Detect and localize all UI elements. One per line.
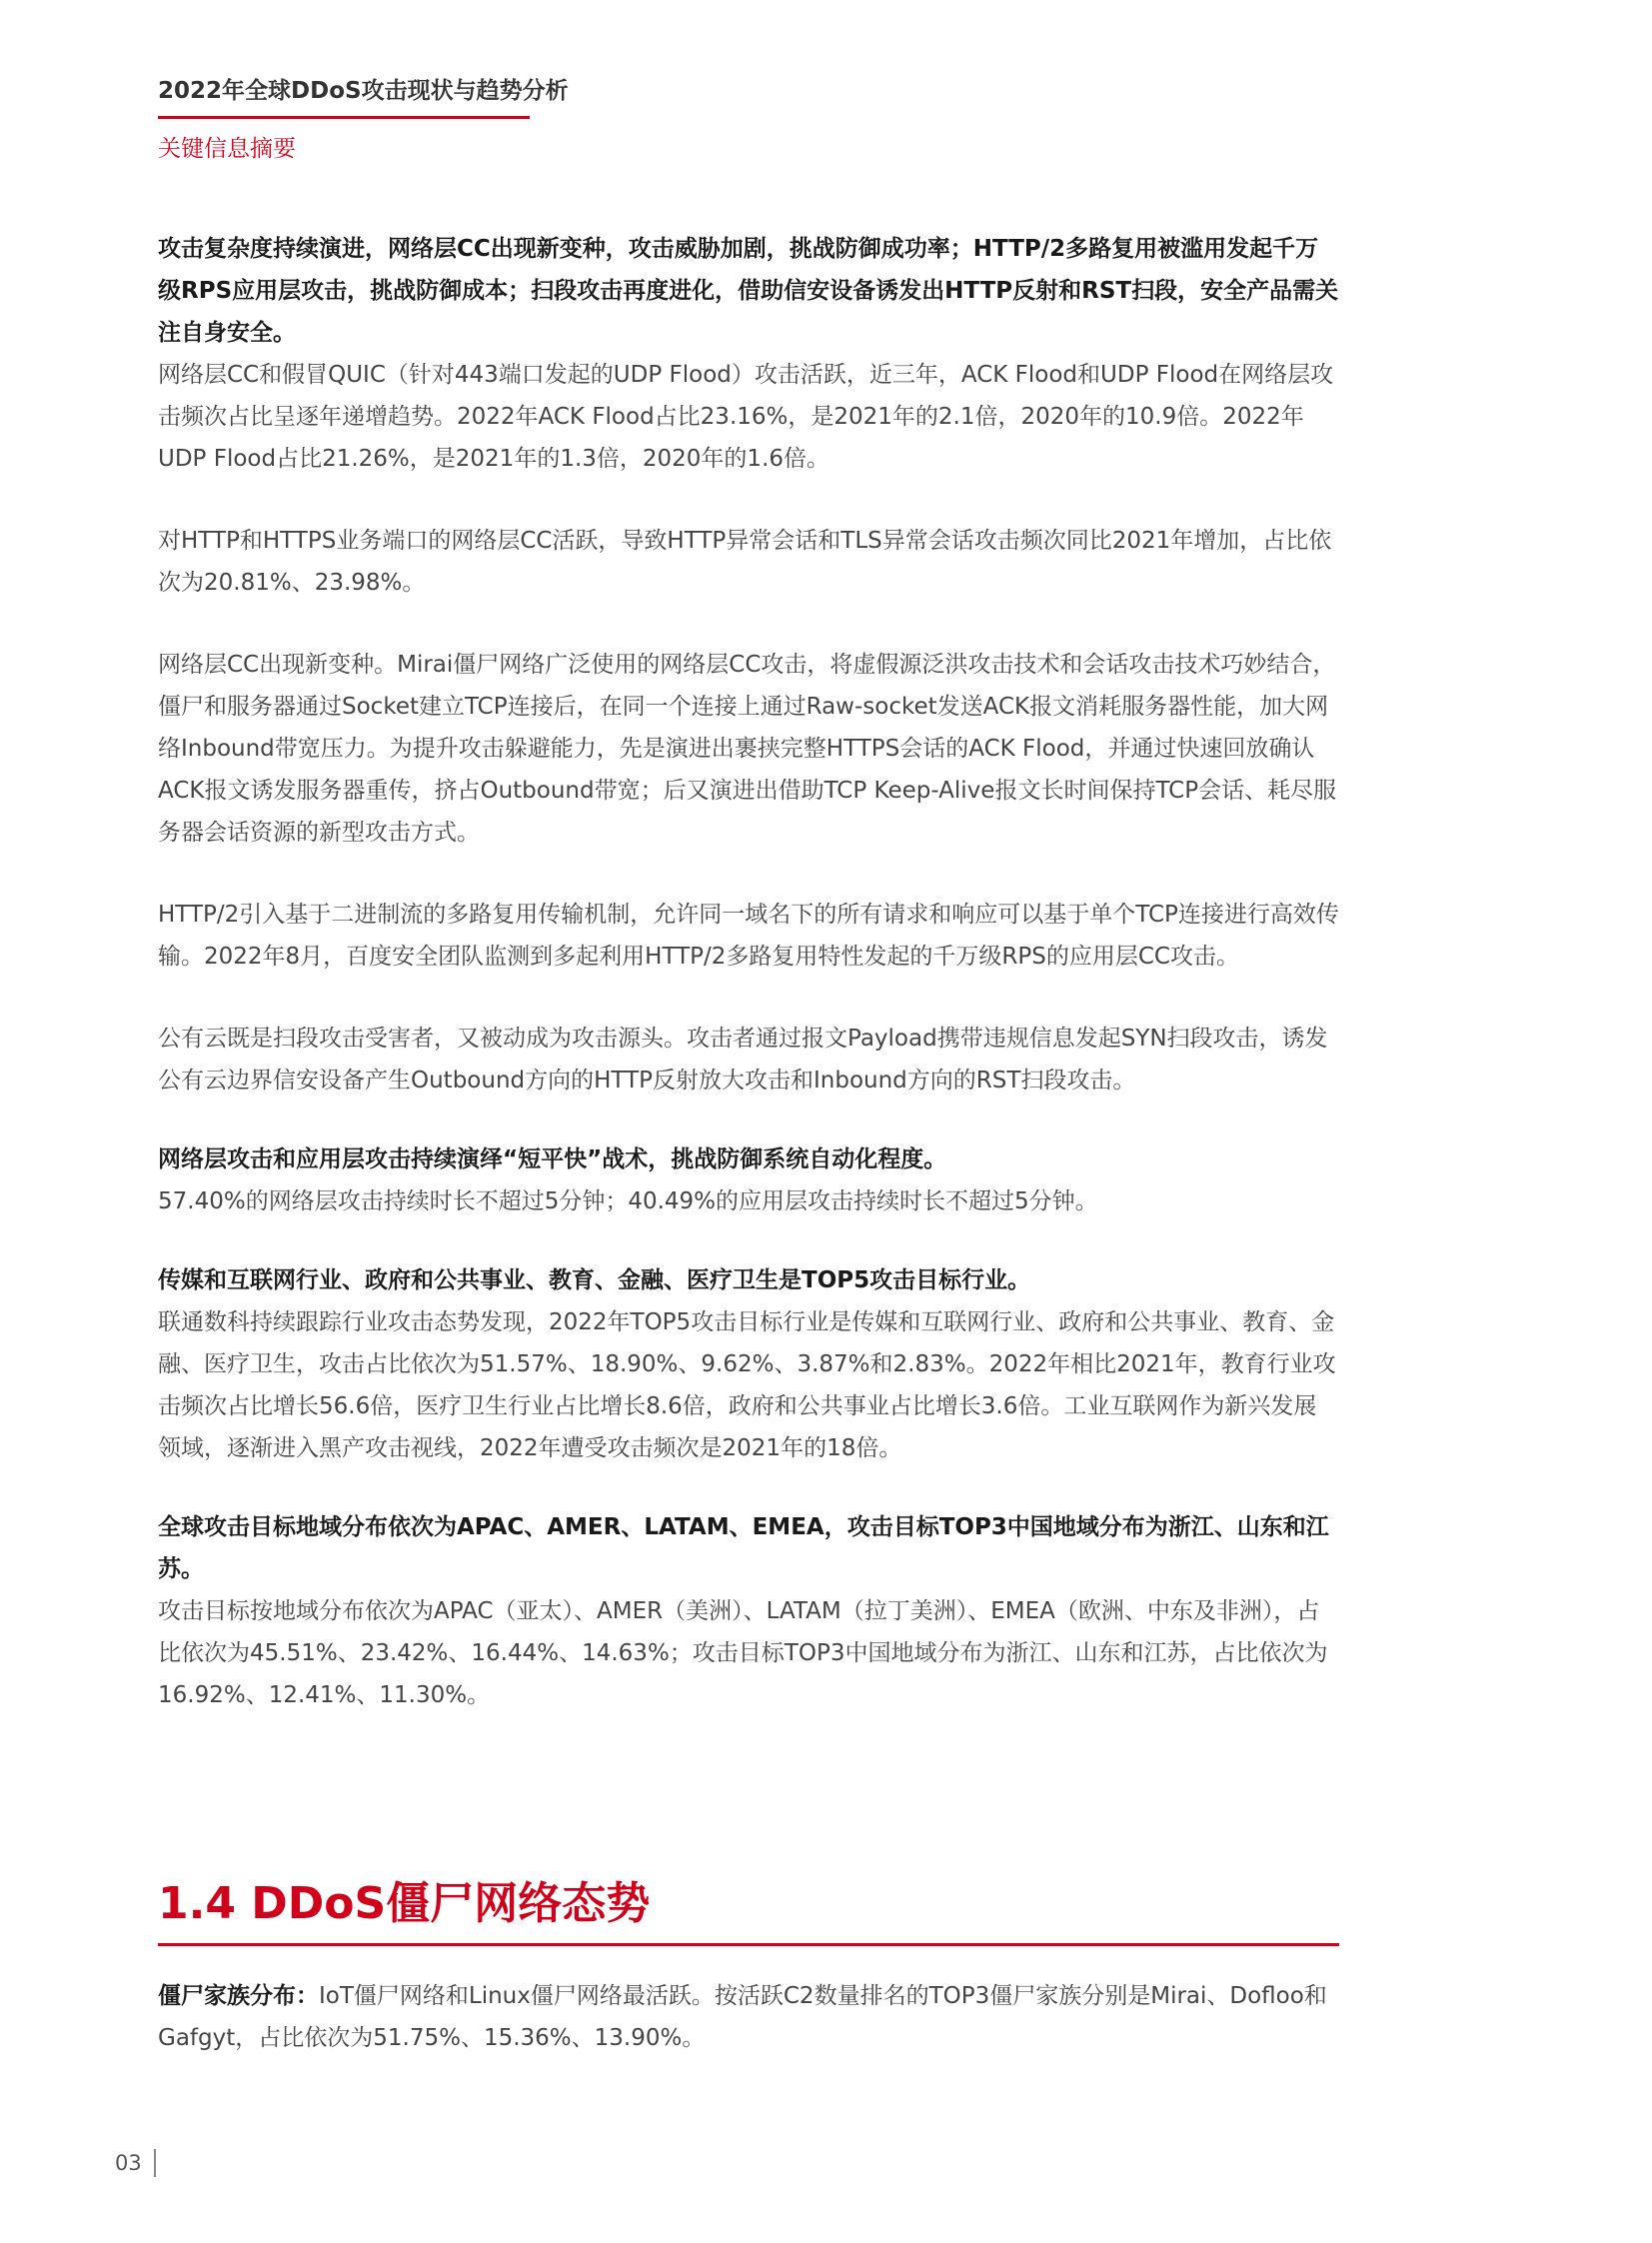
block1-para2: 对HTTP和HTTPS业务端口的网络层CC活跃，导致HTTP异常会话和TLS异常会话攻击频次同比2021年增加，占比依次为20.81%、23.98%。 — [158, 528, 1332, 596]
page-number: 03 — [115, 2151, 142, 2175]
block3-lead: 传媒和互联网行业、政府和公共事业、教育、金融、医疗卫生是TOP5攻击目标行业。 — [158, 1267, 1031, 1293]
footer-divider — [154, 2149, 156, 2177]
botnet-family-paragraph — [158, 1975, 1339, 2059]
block4-lead: 全球攻击目标地域分布依次为APAC、AMER、LATAM、EMEA，攻击目标TOP3中国地域分布为浙江、山东和江苏。 — [158, 1514, 1329, 1582]
header-rule — [158, 116, 530, 119]
header-title: 2022年全球DDoS攻击现状与趋势分析 — [158, 78, 569, 104]
block1-lead: 攻击复杂度持续演进，网络层CC出现新变种，攻击威胁加剧，挑战防御成功率；HTTP/2多路复用被滥用发起千万级RPS应用层攻击，挑战防御成本；扫段攻击再度进化，借助信安设备诱发出HTTP反射和RST扫段，安全产品需关注自身安全。 — [158, 236, 1339, 346]
section-heading: 1.4 DDoS僵尸网络态势 — [158, 1878, 651, 1929]
block1-para3: 网络层CC出现新变种。Mirai僵尸网络广泛使用的网络层CC攻击，将虚假源泛洪攻击技术和会话攻击技术巧妙结合，僵尸和服务器通过Socket建立TCP连接后，在同一个连接上通过Raw-socket发送ACK报文消耗服务器性能，加大网络Inbound带宽压力。为提升攻击躲避能力，先是演进出裹挟完整HTTPS会话的ACK Flood，并通过快速回放确认ACK报文诱发服务器重传，挤占Outbound带宽；后又演进出借助TCP Keep-Alive报文长时间保持TCP会话、耗尽服务器会话资源的新型攻击方式。 — [158, 652, 1337, 846]
block1-para5: 公有云既是扫段攻击受害者，又被动成为攻击源头。攻击者通过报文Payload携带违规信息发起SYN扫段攻击，诱发公有云边界信安设备产生Outbound方向的HTTP反射放大攻击和Inbound方向的RST扫段攻击。 — [158, 1026, 1328, 1094]
block3-para1: 联通数科持续跟踪行业攻击态势发现，2022年TOP5攻击目标行业是传媒和互联网行业、政府和公共事业、教育、金融、医疗卫生，攻击占比依次为51.57%、18.90%、9.62%、3.87%和2.83%。2022年相比2021年，教育行业攻击频次占比增长56.6倍，医疗卫生行业占比增长8.6倍，政府和公共事业占比增长3.6倍。工业互联网作为新兴发展领域，逐渐进入黑产攻击视线，2022年遭受攻击频次是2021年的18倍。 — [158, 1309, 1336, 1461]
block2-lead: 网络层攻击和应用层攻击持续演绎“短平快”战术，挑战防御系统自动化程度。 — [158, 1146, 947, 1172]
botnet-text: IoT僵尸网络和Linux僵尸网络最活跃。按活跃C2数量排名的TOP3僵尸家族分别是Mirai、Dofloo和Gafgyt，占比依次为51.75%、15.36%、13.90%。 — [158, 1983, 1327, 2051]
block1-para4: HTTP/2引入基于二进制流的多路复用传输机制，允许同一域名下的所有请求和响应可以基于单个TCP连接进行高效传输。2022年8月，百度安全团队监测到多起利用HTTP/2多路复用特性发起的千万级RPS的应用层CC攻击。 — [158, 902, 1339, 970]
summary-content — [158, 228, 1339, 1716]
header-section-label: 关键信息摘要 — [158, 136, 296, 162]
section-rule — [158, 1943, 1339, 1946]
block2-para1: 57.40%的网络层攻击持续时长不超过5分钟；40.49%的应用层攻击持续时长不超过5分钟。 — [158, 1188, 1098, 1214]
botnet-label: 僵尸家族分布： — [158, 1983, 319, 2009]
block1-para1: 网络层CC和假冒QUIC（针对443端口发起的UDP Flood）攻击活跃，近三年，ACK Flood和UDP Flood在网络层攻击频次占比呈逐年递增趋势。2022年ACK Flood占比23.16%，是2021年的2.1倍，2020年的10.9倍。2022年UDP Flood占比21.26%，是2021年的1.3倍，2020年的1.6倍。 — [158, 362, 1334, 472]
block4-para1: 攻击目标按地域分布依次为APAC（亚太）、AMER（美洲）、LATAM（拉丁美洲）、EMEA（欧洲、中东及非洲），占比依次为45.51%、23.42%、16.44%、14.63%；攻击目标TOP3中国地域分布为浙江、山东和江苏，占比依次为16.92%、12.41%、11.30%。 — [158, 1598, 1328, 1708]
